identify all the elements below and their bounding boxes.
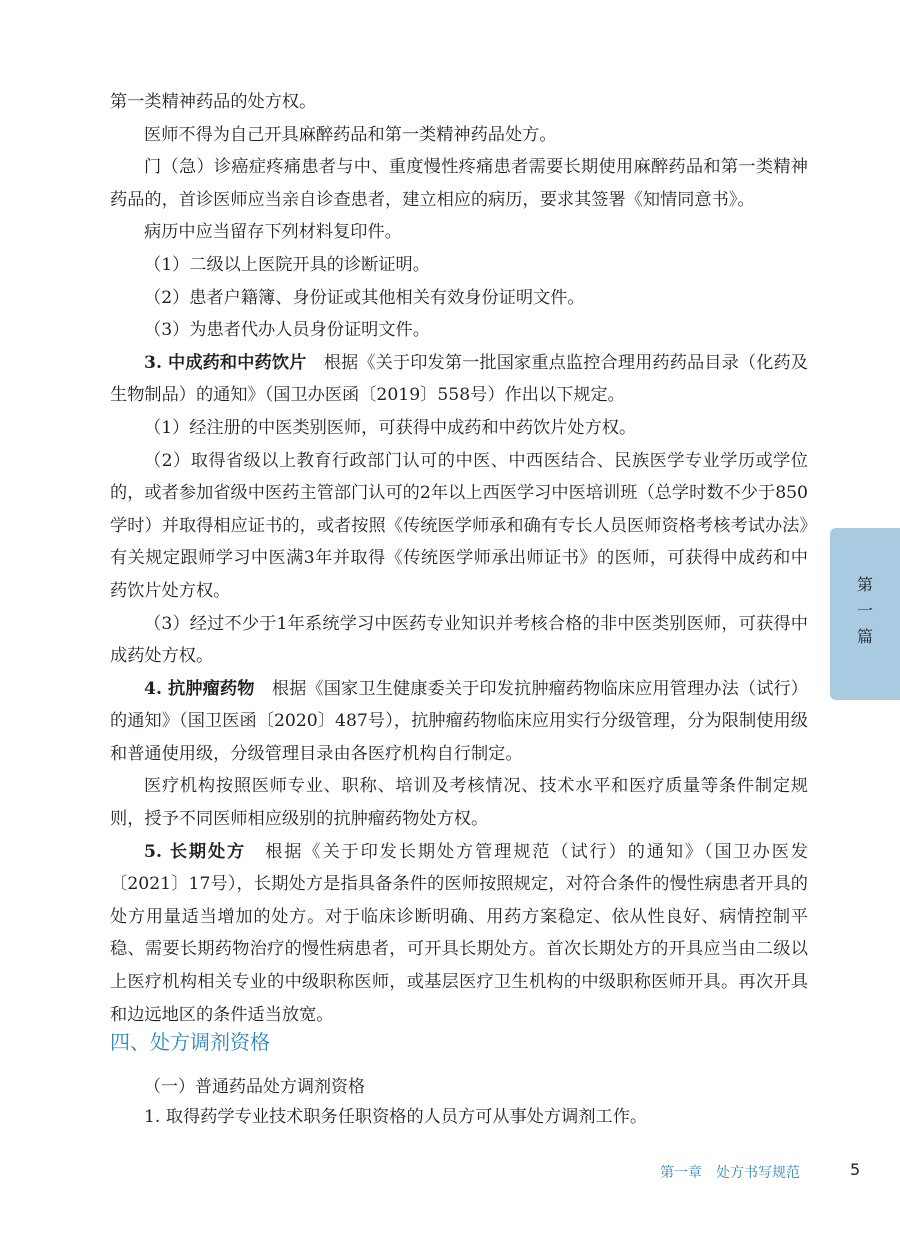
paragraph: 1. 取得药学专业技术职务任职资格的人员方可从事处方调剂工作。 <box>144 1107 648 1127</box>
inline-heading: 5. 长期处方 <box>144 841 247 862</box>
footer-chapter-title: 第一章 处方书写规范 <box>660 1165 800 1181</box>
paragraph: （3）为患者代办人员身份证明文件。 <box>144 320 430 341</box>
sub-heading: （一）普通药品处方调剂资格 <box>144 1077 365 1097</box>
paragraph: （1）经注册的中医类别医师，可获得中成药和中药饮片处方权。 <box>144 417 637 438</box>
paragraph-text: 根据《国家卫生健康委关于印发抗肿瘤药物临床应用管理办法（试行）的通知》（国卫医函〔2020〕487号），抗肿瘤药物临床应用实行分级管理，分为限制使用级和普通使用级，分级管理目录由各医疗机构自行制定。 <box>110 678 808 764</box>
paragraph: 病历中应当留存下列材料复印件。 <box>144 222 402 243</box>
inline-heading: 3. 中成药和中药饮片 <box>144 352 307 373</box>
paragraph <box>110 673 808 771</box>
paragraph: （1）二级以上医院开具的诊断证明。 <box>144 254 430 275</box>
side-tab-char: 一 <box>856 601 873 620</box>
paragraph <box>110 347 808 412</box>
section-heading: 四、处方调剂资格 <box>110 1030 270 1054</box>
paragraph: 门（急）诊癌症疼痛患者与中、重度慢性疼痛患者需要长期使用麻醉药品和第一类精神药品的，首诊医师应当亲自诊查患者，建立相应的病历，要求其签署《知情同意书》。 <box>110 157 808 210</box>
paragraph: （3）经过不少于1年系统学习中医药专业知识并考核合格的非中医类别医师，可获得中成药处方权。 <box>110 613 808 667</box>
paragraph <box>110 836 808 1032</box>
inline-heading: 4. 抗肿瘤药物 <box>144 678 255 699</box>
part-side-tab <box>830 528 900 700</box>
side-tab-char: 篇 <box>856 627 873 646</box>
side-tab-char: 第 <box>856 575 873 594</box>
page-number: 5 <box>850 1160 861 1179</box>
paragraph: （2）取得省级以上教育行政部门认可的中医、中西医结合、民族医学专业学历或学位的，或者参加省级中医药主管部门认可的2年以上西医学习中医培训班（总学时数不少于850学时）并取得相应证书的，或者按照《传统医学师承和确有专长人员医师资格考核考试办法》有关规定跟师学习中医满3年并取得《传统医学师承出师证书》的医师，可获得中成药和中药饮片处方权。 <box>110 450 808 601</box>
paragraph-text: 根据《关于印发第一批国家重点监控合理用药药品目录（化药及生物制品）的通知》（国卫办医函〔2019〕558号）作出以下规定。 <box>110 352 808 406</box>
paragraph: 医师不得为自己开具麻醉药品和第一类精神药品处方。 <box>144 124 557 145</box>
body-text <box>110 86 808 1031</box>
paragraph-text: 根据《关于印发长期处方管理规范（试行）的通知》（国卫办医发〔2021〕17号），长期处方是指具备条件的医师按照规定，对符合条件的慢性病患者开具的处方用量适当增加的处方。对于临床诊断明确、用药方案稳定、依从性良好、病情控制平稳、需要长期药物治疗的慢性病患者，可开具长期处方。首次长期处方的开具应当由二级以上医疗机构相关专业的中级职称医师，或基层医疗卫生机构的中级职称医师开具。再次开具和边远地区的条件适当放宽。 <box>110 841 808 1025</box>
paragraph: 医疗机构按照医师专业、职称、培训及考核情况、技术水平和医疗质量等条件制定规则，授予不同医师相应级别的抗肿瘤药物处方权。 <box>110 776 808 830</box>
paragraph: （2）患者户籍簿、身份证或其他相关有效身份证明文件。 <box>144 287 585 308</box>
paragraph: 第一类精神药品的处方权。 <box>110 92 317 112</box>
